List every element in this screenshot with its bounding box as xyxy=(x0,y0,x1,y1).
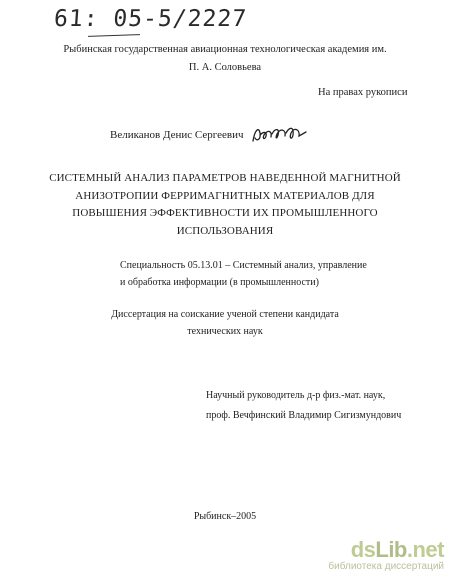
watermark-logo xyxy=(328,539,444,561)
title-line-2: АНИЗОТРОПИИ ФЕРРИМАГНИТНЫХ МАТЕРИАЛОВ ДЛЯ xyxy=(75,189,375,202)
author-row xyxy=(110,123,310,147)
city-year: Рыбинск–2005 xyxy=(193,511,257,522)
degree-line-1: Диссертация на соискание ученой степени кандидата xyxy=(111,309,339,320)
specialty-block xyxy=(120,257,367,291)
dslib-watermark xyxy=(328,539,444,572)
advisor-block xyxy=(206,386,401,426)
signature-image xyxy=(250,123,310,147)
title-line-3: ПОВЫШЕНИЯ ЭФФЕКТИВНОСТИ ИХ ПРОМЫШЛЕННОГО xyxy=(72,207,378,219)
specialty-line-2: и обработка информации (в промышленности) xyxy=(120,277,319,288)
institution-header xyxy=(0,41,450,77)
watermark-subtitle: библиотека диссертаций xyxy=(328,561,444,572)
specialty-line-1: Специальность 05.13.01 – Системный анализ, управление xyxy=(120,260,367,271)
advisor-line-2: проф. Вечфинский Владимир Сигизмундович xyxy=(206,410,402,421)
degree-statement xyxy=(0,306,450,340)
degree-line-2: технических наук xyxy=(187,326,263,337)
dissertation-title xyxy=(0,170,450,240)
handwritten-catalog-code: 61: 05-5/2227 xyxy=(53,6,248,32)
watermark-logo-prefix: ds xyxy=(350,537,376,562)
watermark-logo-suffix: .net xyxy=(406,537,444,562)
title-line-1: СИСТЕМНЫЙ АНАЛИЗ ПАРАМЕТРОВ НАВЕДЕННОЙ МАГНИТНОЙ xyxy=(49,172,401,184)
watermark-logo-middle: Lib xyxy=(375,537,407,562)
rights-notice: На правах рукописи xyxy=(318,87,408,98)
title-line-4: ИСПОЛЬЗОВАНИЯ xyxy=(176,224,274,237)
institution-line-2: П. А. Соловьева xyxy=(188,62,262,73)
institution-line-1: Рыбинская государственная авиационная технологическая академия им. xyxy=(63,44,387,55)
handwritten-underline xyxy=(88,34,140,37)
advisor-line-1: Научный руководитель д-р физ.-мат. наук, xyxy=(206,390,386,401)
author-name: Великанов Денис Сергеевич xyxy=(110,129,244,141)
